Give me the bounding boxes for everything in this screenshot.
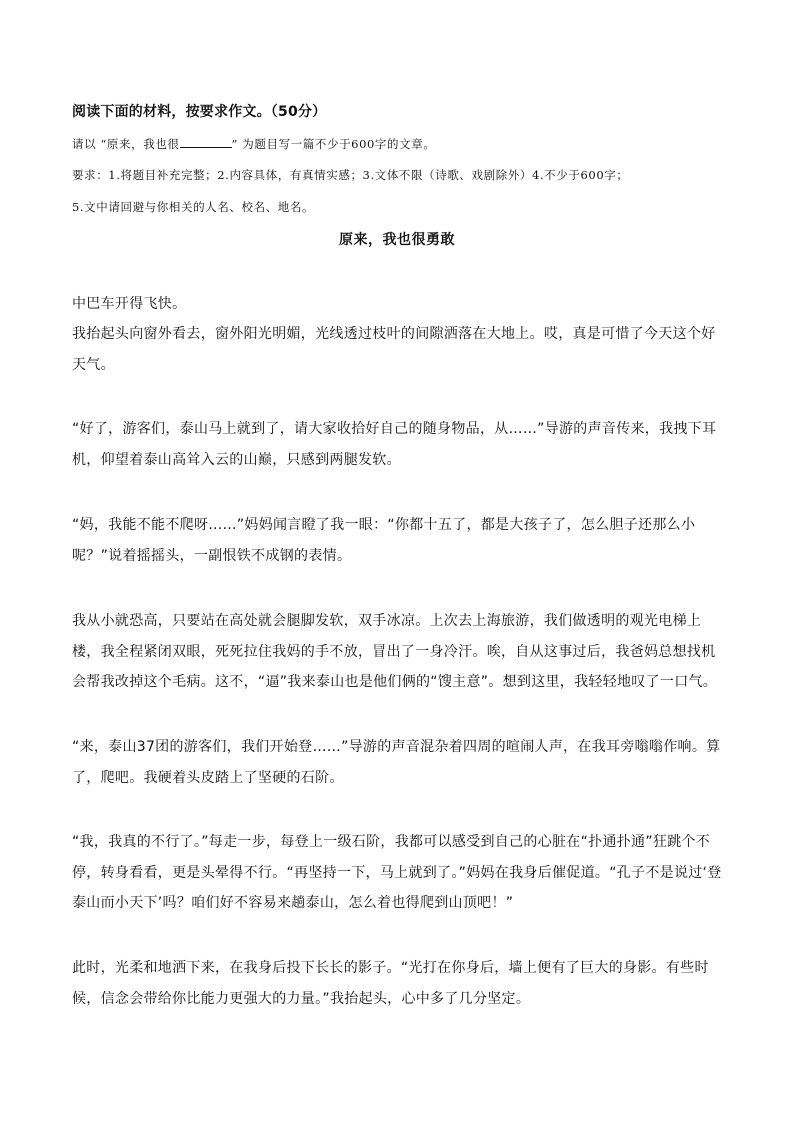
requirements-line-2: 5.文中请回避与你相关的人名、校名、地名。 (72, 200, 315, 214)
prompt-text-after: ” 为题目写一篇不少于600字的文章。 (231, 137, 436, 151)
essay-paragraph: 此时，光柔和地洒下来，在我身后投下长长的影子。“光打在你身后，墙上便有了巨大的身影。有些时候，信念会带给你比能力更强大的力量。”我抬起头，心中多了几分坚定。 (72, 960, 709, 1007)
essay-paragraph: 我抬起头向窗外看去，窗外阳光明媚，光线透过枝叶的间隙洒落在大地上。哎，真是可惜了今天这个好天气。 (72, 326, 716, 373)
title-blank (180, 135, 232, 148)
essay-paragraph: “好了，游客们，泰山马上就到了，请大家收拾好自己的随身物品，从……”导游的声音传来，我拽下耳机，仰望着泰山高耸入云的山巅，只感到两腿发软。 (72, 421, 717, 468)
essay-prompt (72, 135, 435, 152)
requirements-line-1: 要求：1.将题目补充完整；2.内容具体，有真情实感；3.文体不限（诗歌、戏剧除外）4.不少于600字； (72, 168, 629, 182)
essay-paragraph: “妈，我能不能不爬呀……”妈妈闻言瞪了我一眼：“你都十五了，都是大孩子了，怎么胆子还那么小呢？”说着摇摇头，一副恨铁不成钢的表情。 (72, 517, 696, 564)
essay-paragraph: “来，泰山37团的游客们，我们开始登……”导游的声音混杂着四周的喧闹人声，在我耳旁嗡嗡作响。算了，爬吧。我硬着头皮踏上了坚硬的石阶。 (72, 739, 721, 786)
prompt-text-before: 请以 “原来，我也很 (72, 137, 180, 151)
essay-title: 原来，我也很勇敢 (339, 232, 455, 248)
essay-paragraph: “我，我真的不行了。”每走一步，每登上一级石阶，我都可以感受到自己的心脏在“扑通扑通”狂跳个不停，转身看看，更是头晕得不行。“再坚持一下，马上就到了。”妈妈在我身后催促道。“孔子不是说过‘登泰山而小天下’吗？咱们好不容易来趟泰山，怎么着也得爬到山顶吧！” (72, 834, 722, 911)
essay-paragraph: 中巴车开得飞快。 (72, 296, 187, 312)
essay-paragraph: 我从小就恐高，只要站在高处就会腿脚发软，双手冰凉。上次去上海旅游，我们做透明的观光电梯上楼，我全程紧闭双眼，死死拉住我妈的手不放，冒出了一身冷汗。唉，自从这事过后，我爸妈总想找机会帮我改掉这个毛病。这不，“逼”我来泰山也是他们俩的“馊主意”。想到这里，我轻轻地叹了一口气。 (72, 613, 718, 690)
instruction-heading: 阅读下面的材料，按要求作文。（50分） (72, 104, 327, 120)
